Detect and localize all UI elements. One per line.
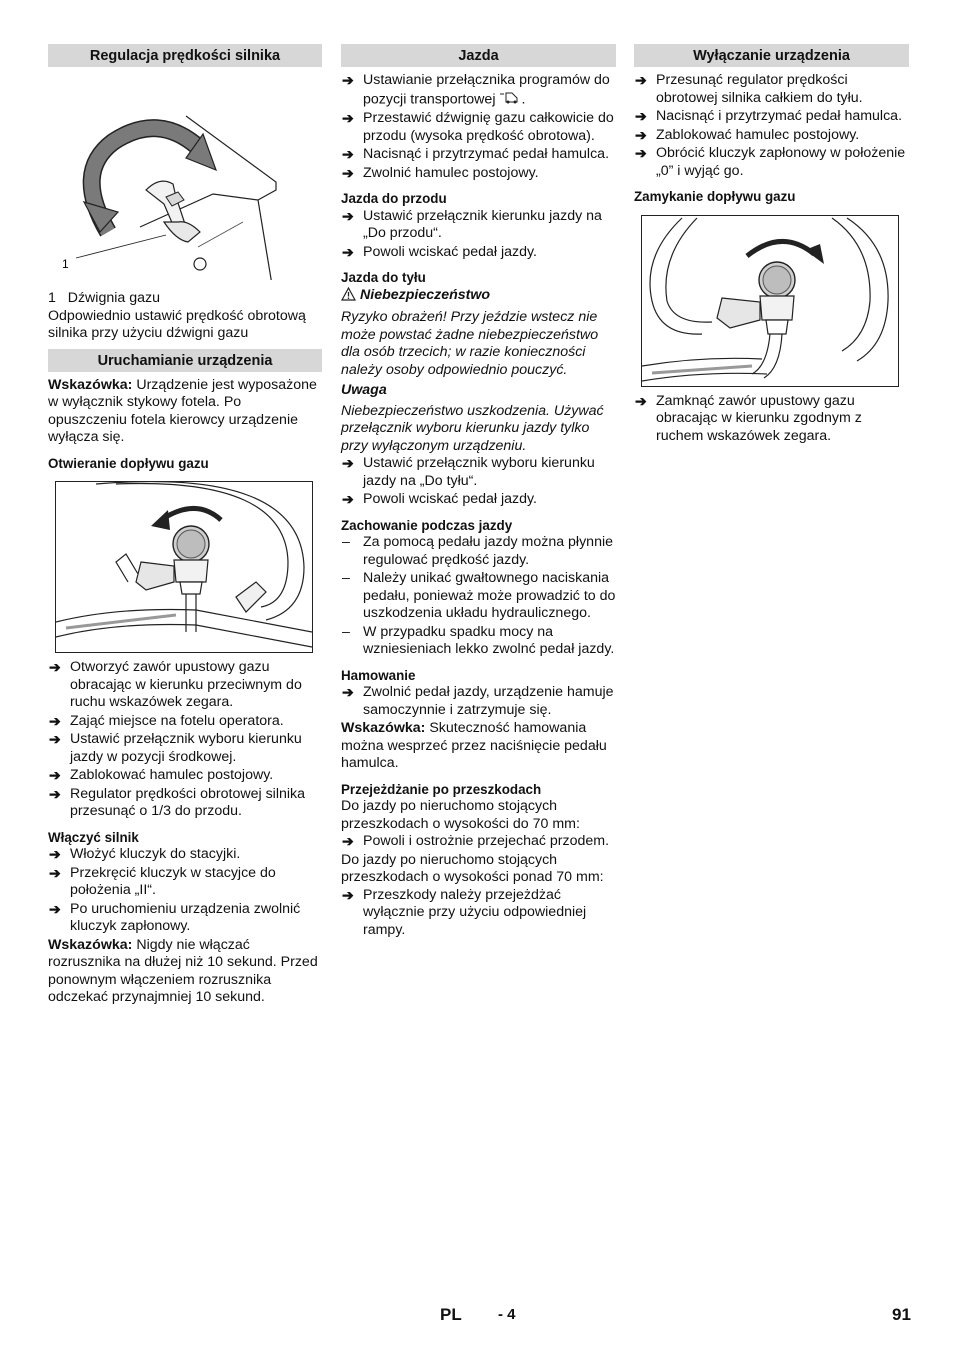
footer-section: - 4 [498, 1306, 516, 1323]
arrow-right-icon: ➔ [635, 392, 647, 409]
note-text: Skuteczność hamowania można wesprzeć przez naciśnięcie pedału hamulca. [341, 720, 607, 771]
arrow-right-icon: ➔ [635, 108, 647, 124]
list-item: ➔ Powoli wciskać pedał jazdy. [342, 491, 538, 507]
gas-valve-close-figure [641, 215, 899, 387]
obstacles-steps-2 [341, 887, 616, 940]
list-item: ➔ Otworzyć zawór upustowy gazu obracając w kierunku przeciwnym do ruchu wskazówek zegara. [49, 659, 302, 710]
list-item: ➔ Ustawianie przełącznika programów do pozycji transportowej . [342, 72, 610, 107]
arrow-right-icon: ➔ [342, 833, 354, 849]
reverse-steps [341, 455, 616, 509]
note-label: Wskazówka: [48, 936, 133, 953]
arrow-right-icon: ➔ [342, 684, 354, 700]
arrow-right-icon: ➔ [342, 455, 354, 471]
list-item: ➔ Nacisnąć i przytrzymać pedał hamulca. [342, 146, 610, 162]
subheading-behaviour: Zachowanie podczas jazdy [341, 517, 513, 533]
list-item: ➔ Włożyć kluczyk do stacyjki. [49, 846, 241, 862]
start-engine-steps [48, 846, 322, 936]
note-starter [48, 937, 322, 1007]
list-item: ➔ Ustawić przełącznik kierunku jazdy na „Do przodu“. [342, 207, 602, 241]
callout-1-label: 1 [62, 257, 69, 271]
note-braking [341, 720, 616, 773]
legend-text: Dźwignia gazu [67, 290, 160, 306]
list-item: ➔ Przekręcić kluczyk w stacyjce do położenia „II“. [49, 864, 276, 898]
list-item: ➔ Przestawić dźwignię gazu całkowicie do przodu (wysoka prędkość obrotowa). [342, 110, 614, 144]
arrow-right-icon: ➔ [49, 659, 61, 675]
arrow-right-icon: ➔ [49, 712, 61, 729]
footer-language: PL [440, 1305, 462, 1324]
subheading-obstacles: Przejeżdżanie po przeszkodach [341, 781, 542, 797]
section-heading-engine-speed: Regulacja prędkości silnika [48, 44, 322, 67]
arrow-right-icon: ➔ [49, 900, 61, 917]
arrow-right-icon: ➔ [342, 491, 354, 507]
paragraph-engine-speed: Odpowiednio ustawić prędkość obrotową silnika przy użyciu dźwigni gazu [48, 307, 306, 341]
arrow-right-icon: ➔ [342, 164, 354, 181]
danger-text: Ryzyko obrażeń! Przy jeździe wstecz nie może powstać żadne niebezpieczeństwo dla osób trzecich; w razie konieczności należy osoby odpowiednio pouczyć. [341, 309, 599, 378]
note-text: Urządzenie jest wyposażone w wyłącznik stykowy fotela. Po opuszczeniu fotela kierowcy urządzenie wyłącza się. [48, 376, 317, 445]
transport-mode-icon [499, 90, 521, 110]
obstacles-paragraph-2: Do jazdy po nieruchomo stojących przeszkodach o wysokości ponad 70 mm: [341, 851, 604, 885]
list-item: – W przypadku spadku mocy na wzniesieniach lekko zwolnć pedał jazdy. [342, 623, 615, 657]
arrow-right-icon: ➔ [342, 72, 354, 88]
note-label: Wskazówka: [48, 376, 133, 393]
note-label: Wskazówka: [341, 720, 426, 736]
subheading-open-gas: Otwieranie dopływu gazu [48, 455, 209, 471]
gas-valve-open-figure [55, 481, 313, 653]
throttle-lever-figure [48, 72, 322, 280]
footer-page-number: 91 [892, 1305, 911, 1324]
list-item: ➔ Przesunąć regulator prędkości obrotowej silnika całkiem do tyłu. [635, 72, 863, 106]
list-item: ➔ Powoli wciskać pedał jazdy. [342, 243, 538, 260]
arrow-right-icon: ➔ [342, 243, 354, 260]
danger-heading: Niebezpieczeństwo [341, 287, 616, 307]
list-item: ➔ Ustawić przełącznik wyboru kierunku jazdy w pozycji środkowej. [49, 731, 302, 765]
caution-heading: Uwaga [341, 382, 387, 398]
arrow-right-icon: ➔ [635, 126, 647, 143]
arrow-right-icon: ➔ [49, 846, 61, 862]
list-item: ➔ Zamknąć zawór upustowy gazu obracając w kierunku zgodnym z ruchem wskazówek zegara. [635, 392, 862, 444]
obstacles-paragraph-1: Do jazdy po nieruchomo stojących przeszkodach o wysokości do 70 mm: [341, 798, 580, 832]
braking-steps [341, 684, 616, 719]
subheading-start-engine: Włączyć silnik [48, 829, 139, 845]
driving-steps [341, 72, 616, 182]
arrow-right-icon: ➔ [635, 72, 647, 88]
note-text: Nigdy nie włączać rozrusznika na dłużej niż 10 sekund. Przed ponownym włączeniem rozrusznika odczekać przynajmniej 10 sekund. [48, 936, 318, 1005]
arrow-right-icon: ➔ [342, 110, 354, 126]
arrow-right-icon: ➔ [49, 864, 61, 881]
figure-legend [48, 290, 322, 308]
list-item: ➔ Po uruchomieniu urządzenia zwolnić kluczyk zapłonowy. [49, 900, 301, 934]
arrow-right-icon: ➔ [342, 886, 354, 903]
arrow-right-icon: ➔ [342, 146, 354, 162]
list-item: – Za pomocą pedału jazdy można płynnie regulować prędkość jazdy. [342, 534, 614, 568]
list-item: ➔ Przeszkody należy przejeżdżać wyłącznie przy użyciu odpowiedniej rampy. [342, 886, 587, 938]
legend-number: 1 [48, 290, 56, 306]
list-item: ➔ Ustawić przełącznik wyboru kierunku jazdy na „Do tyłu“. [342, 455, 595, 489]
list-item: ➔ Zająć miejsce na fotelu operatora. [49, 712, 284, 729]
list-item: ➔ Nacisnąć i przytrzymać pedał hamulca. [635, 108, 903, 124]
section-heading-driving: Jazda [341, 44, 616, 67]
subheading-forward: Jazda do przodu [341, 191, 447, 206]
subheading-braking: Hamowanie [341, 667, 416, 683]
arrow-right-icon: ➔ [342, 207, 354, 224]
section-heading-starting: Uruchamianie urządzenia [48, 349, 322, 372]
subheading-close-gas: Zamykanie dopływu gazu [634, 189, 796, 204]
arrow-right-icon: ➔ [49, 785, 61, 802]
section-heading-shutdown: Wyłączanie urządzenia [634, 44, 909, 67]
list-item: ➔ Zablokować hamulec postojowy. [635, 126, 860, 143]
close-gas-steps [634, 393, 909, 446]
shutdown-steps [634, 72, 909, 180]
list-item: ➔ Regulator prędkości obrotowej silnika przesunąć o 1/3 do przodu. [49, 785, 306, 819]
list-item: ➔ Obrócić kluczyk zapłonowy w położenie „0” i wyjąć go. [635, 145, 906, 179]
forward-steps [341, 208, 616, 262]
list-item: ➔ Powoli i ostrożnie przejechać przodem. [342, 833, 610, 849]
arrow-right-icon: ➔ [49, 731, 61, 747]
note-seat-switch [48, 377, 322, 447]
open-gas-steps [48, 659, 322, 821]
list-item: ➔ Zablokować hamulec postojowy. [49, 767, 274, 783]
list-item: ➔ Zwolnić pedał jazdy, urządzenie hamuje samoczynnie i zatrzymuje się. [342, 684, 614, 718]
column-3 [634, 44, 909, 446]
caution-text: Niebezpieczeństwo uszkodzenia. Używać przełącznik wyboru kierunku jazdy tylko przy wyłączonym urządzeniu. [341, 402, 604, 454]
column-2 [341, 44, 616, 940]
arrow-right-icon: ➔ [635, 145, 647, 161]
arrow-right-icon: ➔ [49, 767, 61, 783]
list-item: ➔ Zwolnić hamulec postojowy. [342, 164, 539, 181]
obstacles-steps-1 [341, 833, 616, 851]
column-1 [48, 44, 322, 1007]
list-item: – Należy unikać gwałtownego naciskania pedału, ponieważ może prowadzić to do uszkodzenia układu hydraulicznego. [342, 570, 616, 621]
behaviour-list [341, 534, 616, 659]
subheading-reverse: Jazda do tyłu [341, 270, 426, 285]
warning-triangle-icon [341, 287, 356, 307]
